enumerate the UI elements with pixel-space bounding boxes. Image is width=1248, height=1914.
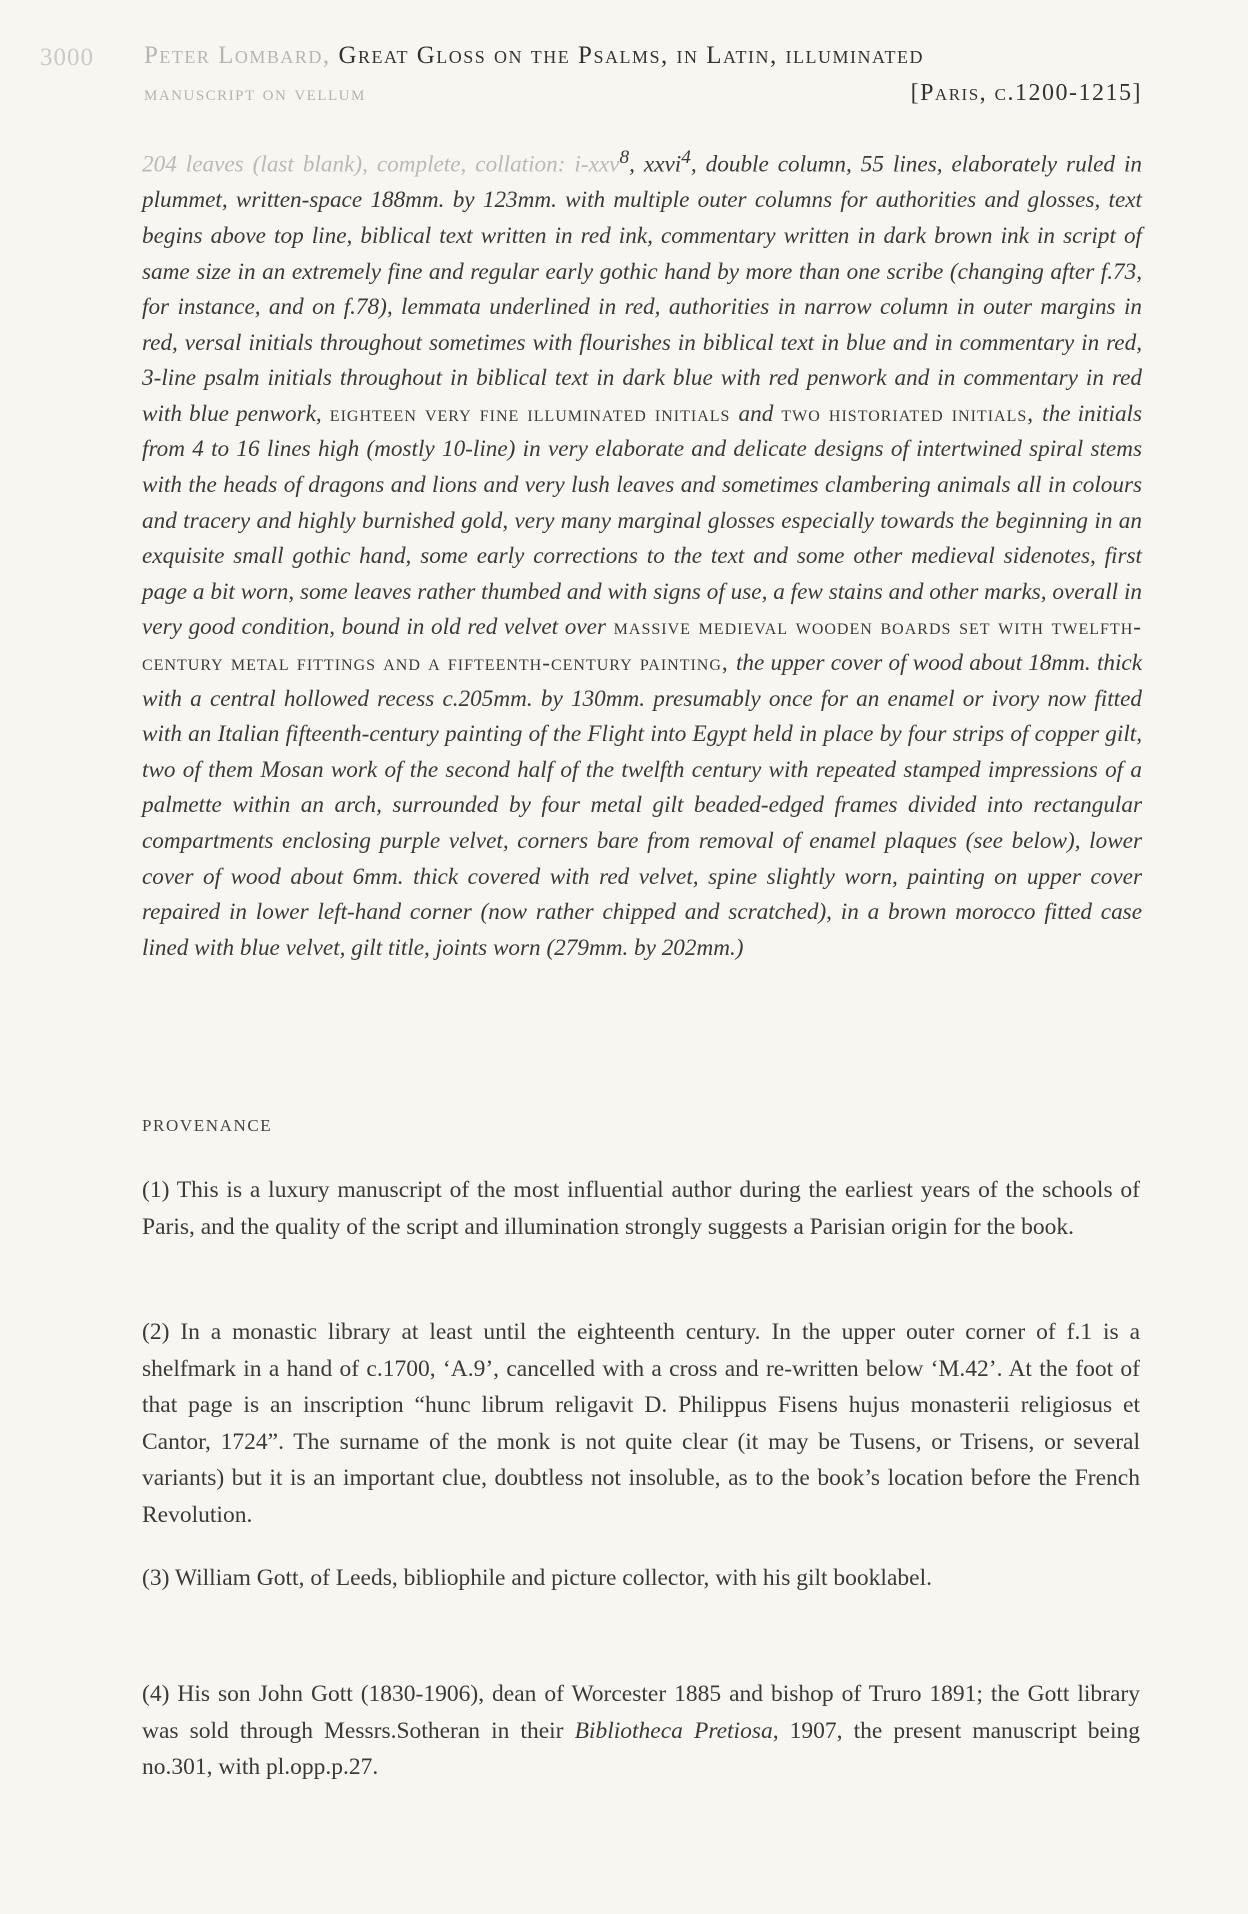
publication-title: Bibliotheca Pretiosa xyxy=(574,1717,773,1744)
description-smallcaps-3: massive medieval wooden boards set with twelfth-century metal fittings and a fifteenth-century painting, xyxy=(142,614,1142,677)
provenance-item-4-text-a: (4) His son John Gott (1830-1906), dean of Worcester 1885 and bishop of Truro 1891; the Gott library was sold through Messrs.Sotheran in their xyxy=(142,1681,1140,1744)
collation-superscript-1: 8 xyxy=(619,147,630,168)
description-smallcaps-1: eighteen very fine illuminated initials xyxy=(321,400,739,427)
lot-title xyxy=(144,42,1142,70)
provenance-item-4 xyxy=(142,1676,1140,1786)
medium-label: manuscript on vellum xyxy=(144,80,366,105)
place-date: [Paris, c.1200-1215] xyxy=(910,80,1142,106)
description-text-5: the initials from 4 to 16 lines high (mostly 10-line) in very elaborate and delicate designs of intertwined spiral stems with the heads of dragons and lions and very lush leaves and sometimes clambering animals all in colours and tracery and highly burnished gold, very many marginal glosses especially towards the beginning in an exquisite small gothic hand, some early corrections to the text and some other medieval sidenotes, first page a bit worn, some leaves rather thumbed and with signs of use, a few stains and other marks, overall in very good condition, bound in old red velvet over xyxy=(142,400,1142,641)
author-name: Peter Lombard, xyxy=(144,42,331,69)
provenance-item-3: (3) William Gott, of Leeds, bibliophile and picture collector, with his gilt booklabel. xyxy=(142,1565,932,1591)
description-text-6: the upper cover of wood about 18mm. thick with a central hollowed recess c.205mm. by 130mm. presumably once for an enamel or ivory now fitted with an Italian fifteenth-century painting of the Flight into Egypt held in place by four strips of copper gilt, two of them Mosan work of the second half of the twelfth century with repeated stamped impressions of a palmette within an arch, surrounded by four metal gilt beaded-edged frames divided into rectangular compartments enclosing purple velvet, corners bare from removal of enamel plaques (see below), lower cover of wood about 6mm. thick covered with red velvet, spine slightly worn, painting on upper cover repaired in lower left-hand corner (now rather chipped and scratched), in a brown morocco fitted case lined with blue velvet, gilt title, joints worn (279mm. by 202mm.) xyxy=(142,650,1142,961)
description-text-3: , double column, 55 lines, elaborately ruled in plummet, written-space 188mm. by 123mm. with multiple outer columns for authorities and glosses, text begins above top line, biblical text written in red ink, commentary written in dark brown ink in script of same size in an extremely fine and regular early gothic hand by more than one scribe (changing after f.73, for instance, and on f.78), lemmata underlined in red, authorities in narrow column in outer margins in red, versal initials throughout sometimes with flourishes in biblical text in blue and in commentary in red, 3-line psalm initials throughout in biblical text in dark blue with red penwork and in commentary in red with blue penwork, xyxy=(142,151,1142,427)
provenance-item-1: (1) This is a luxury manuscript of the most influential author during the earliest years of the schools of Paris, and the quality of the script and illumination strongly suggests a Parisian origin for the book. xyxy=(142,1177,1140,1240)
description-smallcaps-2: two historiated initials, xyxy=(773,400,1043,427)
description-text-2: , xxvi xyxy=(629,151,682,178)
lot-number: 3000 xyxy=(40,44,94,71)
collation-superscript-2: 4 xyxy=(681,147,691,168)
lot-subtitle xyxy=(144,80,1142,107)
physical-description xyxy=(142,140,1142,966)
provenance-heading: PROVENANCE xyxy=(142,1116,273,1135)
provenance-item-2: (2) In a monastic library at least until the eighteenth century. In the upper outer corner of f.1 is a shelfmark in a hand of c.1700, ‘A.9’, cancelled with a cross and re-written below ‘M.42’. At the foot of that page is an inscription “hunc librum religavit D. Philippus Fisens hujus monasterii religiosus et Cantor, 1724”. The surname of the monk is not quite clear (it may be Tusens, or Trisens, or several variants) but it is an important clue, doubtless not insoluble, as to the book’s location before the French Revolution. xyxy=(142,1319,1140,1528)
description-text-4: and xyxy=(738,400,774,427)
provenance-item-4-text-b: , 1907, the present manuscript being no.301, with pl.opp.p.27. xyxy=(142,1717,1141,1780)
work-title: Great Gloss on the Psalms, in Latin, illuminated xyxy=(338,42,924,69)
description-text-1: 204 leaves (last blank), complete, collation: i-xxv xyxy=(142,151,620,178)
